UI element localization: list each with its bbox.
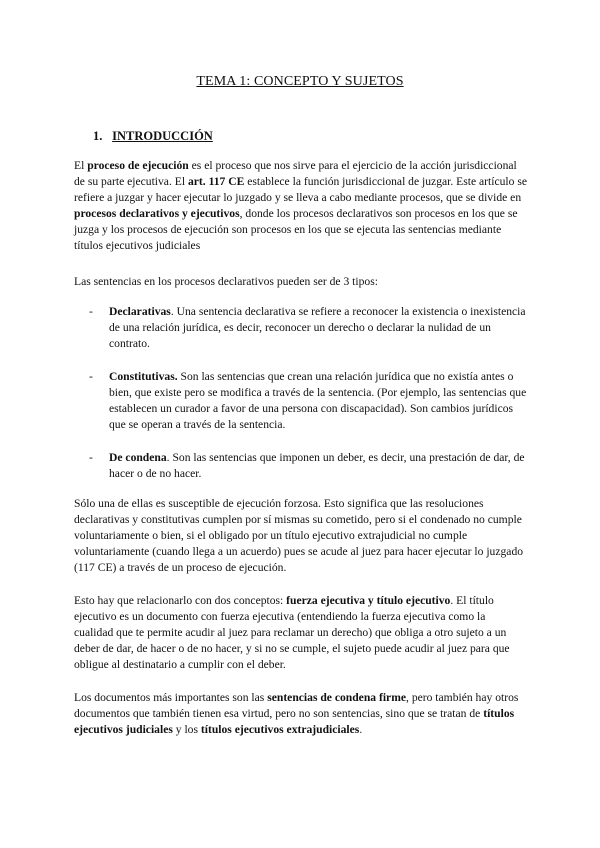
text-run: . El título ejecutivo es un documento con fuerza ejecutiva (entendiendo la fuerza ejecutiva como la cualidad que te permite acudir al juez para reclamar un derecho) que obliga a otro sujeto a un deber de dar, de hacer o de no hacer, y si no se cumple, el sujeto puede acudir al juez para que obligue al destinatario a cumplir con el deber. [74, 594, 510, 671]
text-run: , pero también hay otros documentos que también tienen esa virtud, pero no son sentencias, sino que se tratan de [74, 691, 519, 720]
list-text: . Una sentencia declarativa se refiere a reconocer la existencia o inexistencia de una relación jurídica, es decir, reconocer un derecho o declarar la nulidad de un contrato. [109, 305, 526, 350]
list-text: . Son las sentencias que imponen un deber, es decir, una prestación de dar, de hacer o de no hacer. [109, 451, 525, 480]
list-item-body [109, 304, 527, 352]
bold-term: fuerza ejecutiva y título ejecutivo [286, 594, 451, 607]
text-run: Los documentos más importantes son las [74, 691, 268, 704]
text-run: . [359, 723, 363, 736]
bold-term: art. 117 CE [187, 175, 245, 188]
paragraph-documents [74, 690, 527, 738]
list-term: De condena [109, 451, 167, 464]
bold-term: procesos declarativos y ejecutivos [74, 207, 240, 220]
list-item-body [109, 369, 527, 433]
bold-term: sentencias de condena firme [267, 691, 407, 704]
text-run: Esto hay que relacionarlo con dos conceptos: [74, 594, 287, 607]
bold-term: títulos ejecutivos extrajudiciales [200, 723, 360, 736]
text-run: establece la función jurisdiccional de juzgar. Este artículo se refiere a juzgar y hacer ejecutar lo juzgado y se lleva a cabo mediante procesos, que se divide en [74, 175, 527, 204]
list-term: Declarativas [109, 305, 171, 318]
section-heading [93, 128, 213, 144]
bold-term: títulos ejecutivos judiciales [74, 707, 515, 736]
document-title: TEMA 1: CONCEPTO Y SUJETOS [196, 74, 404, 89]
text-run: , donde los procesos declarativos son procesos en los que se juzga y los procesos de ejecución son procesos en los que se ejecuta las sentencias mediante títulos ejecutivos judiciales [74, 207, 518, 252]
list-dash: - [89, 305, 93, 318]
list-item-body [109, 450, 527, 482]
list-term: Constitutivas. [109, 370, 178, 383]
list-dash: - [89, 370, 93, 383]
section-title: INTRODUCCIÓN [112, 129, 213, 143]
bold-term: proceso de ejecución [87, 159, 189, 172]
paragraph-concepts [74, 593, 527, 673]
text-run: es el proceso que nos sirve para el ejercicio de la acción jurisdiccional de su parte ejecutiva. El [74, 159, 517, 188]
text-run: El [74, 159, 88, 172]
paragraph-types-intro: Las sentencias en los procesos declarativos pueden ser de 3 tipos: [74, 275, 378, 288]
list-text: Son las sentencias que crean una relación jurídica que no existía antes o bien, que existe pero se modifica a través de la sentencia. (Por ejemplo, las sentencias que establecen un curador a favor de una persona con discapacidad). Son cambios jurídicos que se operan a través de la sentencia. [109, 370, 527, 431]
text-run: y los [172, 723, 201, 736]
paragraph-intro [74, 158, 527, 254]
section-number: 1. [93, 129, 103, 143]
list-dash: - [89, 451, 93, 464]
paragraph-enforcement: Sólo una de ellas es susceptible de ejecución forzosa. Esto significa que las resoluciones declarativas y constitutivas cumplen por sí mismas su cometido, pero si el condenado no cumple voluntariamente o bien, si el obligado por un título ejecutivo extrajudicial no cumple voluntariamente (cuando llega a un acuerdo) pues se acude al juez para hacer ejecutar lo juzgado (117 CE) a través de un proceso de ejecución. [74, 497, 524, 574]
